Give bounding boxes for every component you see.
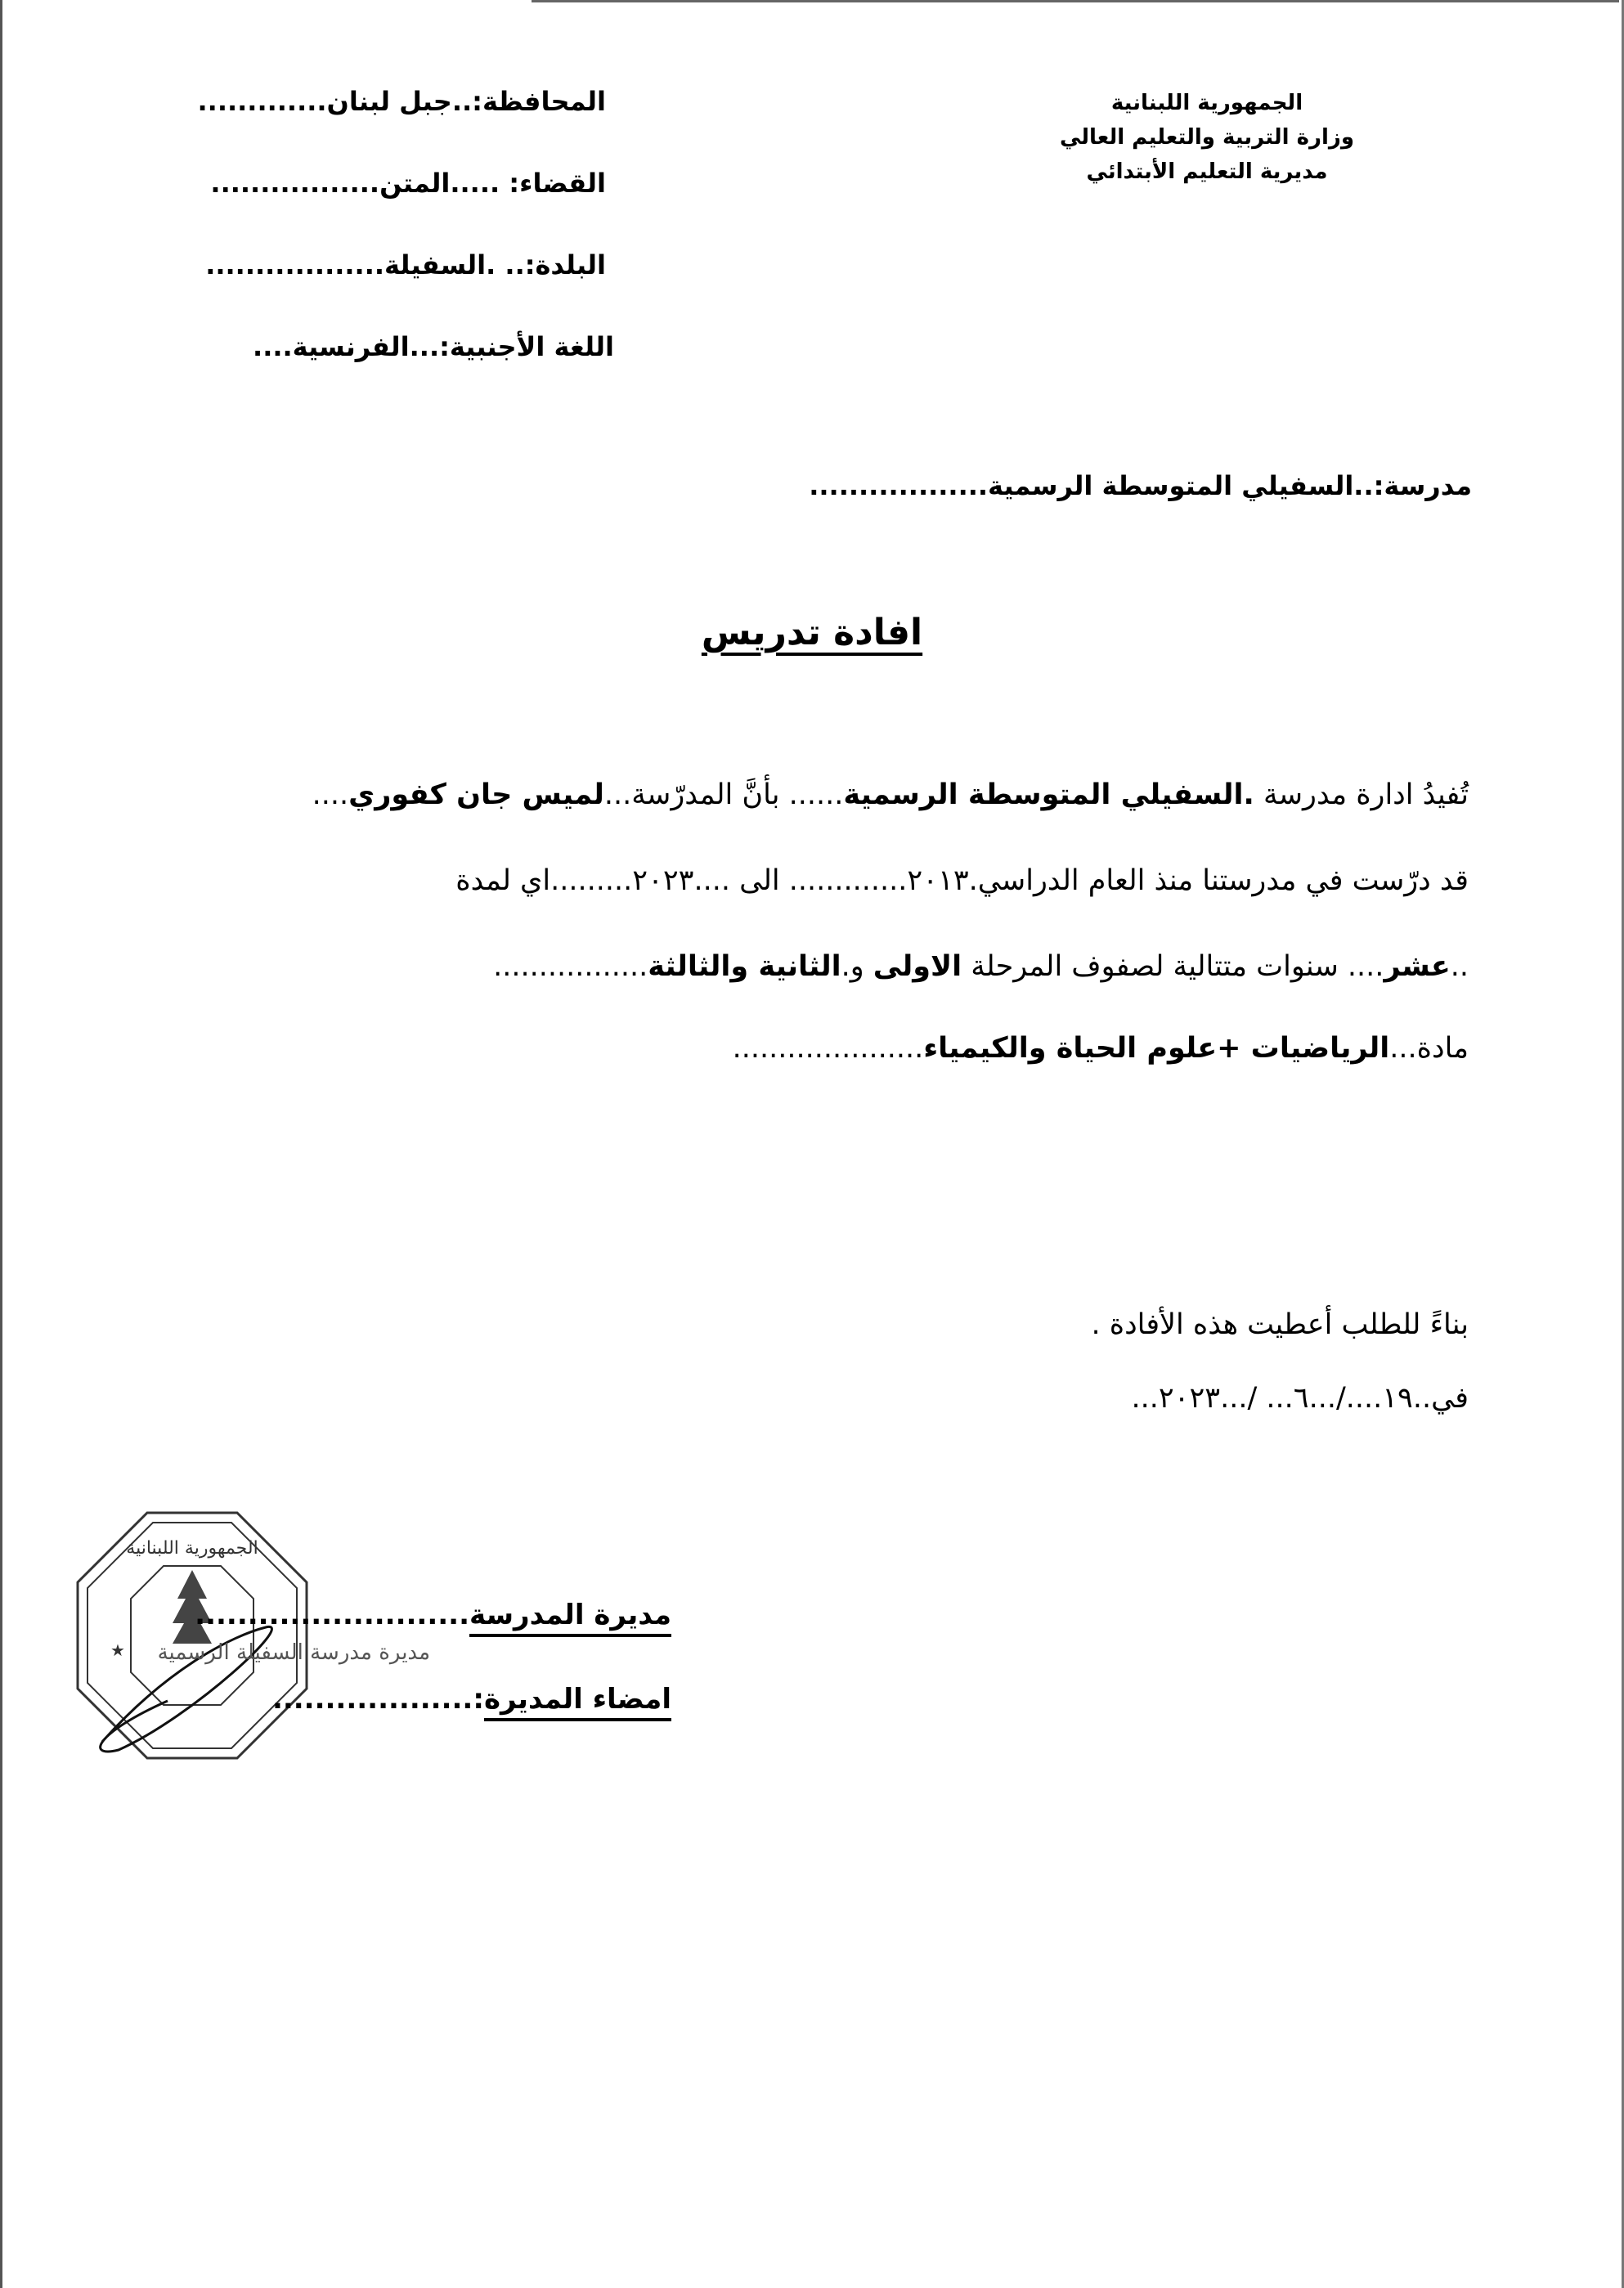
directorate-name: مديرية التعليم الأبتدائي — [1086, 159, 1328, 184]
text: ...... بأنَّ المدرّسة... — [603, 778, 844, 811]
governorate-field: المحافظة:..جبل لبنان............. — [197, 86, 606, 117]
text: .. — [1450, 950, 1469, 983]
principal-label: مديرة المدرسة — [469, 1599, 671, 1631]
signature-line — [272, 1683, 671, 1716]
ministry-name: وزارة التربية والتعليم العالي — [1059, 125, 1354, 150]
text: و. — [841, 950, 873, 983]
principal-value: .......................... — [195, 1599, 469, 1631]
years-count: عشر — [1384, 950, 1451, 983]
grade: الاولى — [873, 950, 962, 983]
signature-label: امضاء المديرة — [483, 1683, 671, 1716]
scan-edge-top — [532, 0, 1619, 2]
grades: الثانية والثالثة — [648, 950, 841, 983]
official-stamp — [70, 1505, 315, 1766]
star-icon: ★ — [110, 1640, 125, 1660]
signature-value: :................... — [271, 1683, 484, 1716]
document-title-text: افادة تدريس — [701, 612, 923, 653]
body-line-1 — [312, 778, 1469, 811]
text: ................. — [493, 950, 648, 983]
school-name: .السفيلي المتوسطة الرسمية — [843, 778, 1254, 811]
body-line-2: قد درّست في مدرستنا منذ العام الدراسي.٢٠١٣............. الى ....٢٠٢٣.........اي لمدة — [455, 864, 1469, 897]
text: .... — [312, 778, 349, 811]
text: .... سنوات متتالية لصفوف المرحلة — [962, 950, 1384, 983]
subjects: الرياضيات +علوم الحياة والكيمياء — [923, 1032, 1390, 1065]
closing-request: بناءً للطلب أعطيت هذه الأفادة . — [1091, 1308, 1469, 1341]
stamp-inner-text: مديرة مدرسة السفيلة الرسمية — [157, 1640, 430, 1665]
teacher-name: لميس جان كفوري — [348, 778, 604, 811]
town-field: البلدة:.. .السفيلة.................. — [205, 249, 606, 280]
body-line-3 — [493, 950, 1469, 983]
closing-date: في..١٩..../...٦... /...٢٠٢٣... — [1131, 1382, 1469, 1415]
school-line: مدرسة:..السفيلي المتوسطة الرسمية.................. — [809, 470, 1472, 501]
stamp-outer-text: الجمهورية اللبنانية — [126, 1538, 258, 1559]
scan-edge-left — [0, 0, 2, 2288]
foreign-language-field: اللغة الأجنبية:...الفرنسية.... — [253, 331, 614, 362]
document-title — [0, 612, 1624, 653]
principal-line — [195, 1599, 671, 1631]
district-field: القضاء: .....المتن................. — [210, 168, 606, 199]
text: تُفيدُ ادارة مدرسة — [1254, 778, 1469, 811]
text: مادة... — [1389, 1032, 1469, 1065]
text: ..................... — [732, 1032, 924, 1065]
republic-name: الجمهورية اللبنانية — [1110, 91, 1303, 115]
letterhead — [1060, 86, 1354, 189]
body-line-4 — [733, 1032, 1469, 1065]
